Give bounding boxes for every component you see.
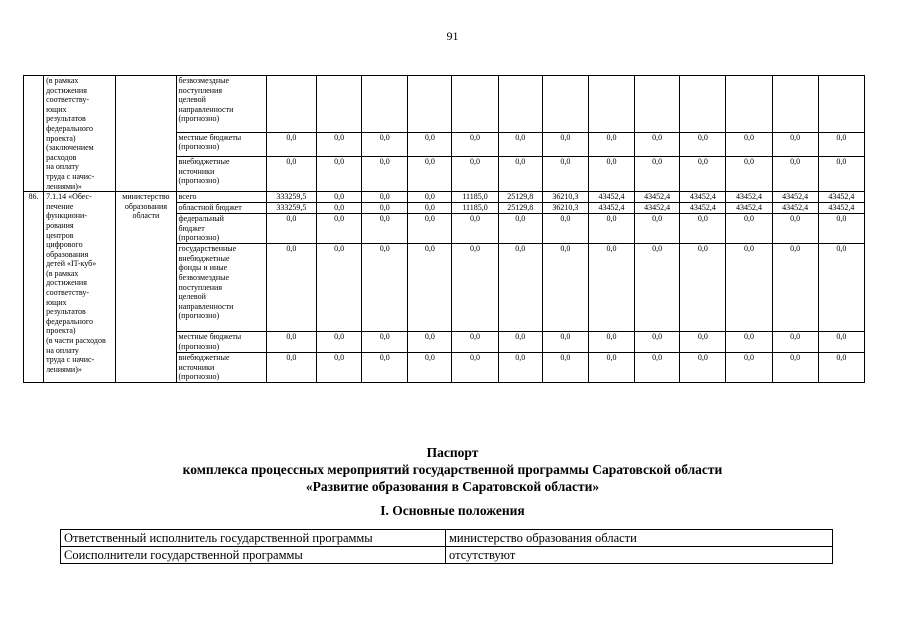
amount-cell [818, 76, 864, 133]
amount-cell: 0,0 [635, 332, 680, 353]
amount-cell: 0,0 [498, 157, 542, 192]
amount-cell: 0,0 [680, 214, 726, 244]
funding-source: внебюджетные источники (прогнозно) [176, 157, 266, 192]
amount-cell: 43452,4 [772, 192, 818, 203]
provision-row [61, 547, 833, 564]
funding-source: местные бюджеты (прогнозно) [176, 132, 266, 156]
amount-cell: 0,0 [588, 132, 634, 156]
amount-cell: 43452,4 [726, 203, 772, 214]
amount-cell: 0,0 [317, 203, 362, 214]
amount-cell [635, 76, 680, 133]
amount-cell: 0,0 [408, 353, 452, 383]
amount-cell: 0,0 [408, 157, 452, 192]
amount-cell: 0,0 [542, 332, 588, 353]
amount-cell: 0,0 [452, 244, 498, 332]
amount-cell: 0,0 [452, 214, 498, 244]
amount-cell: 333259,5 [266, 203, 316, 214]
amount-cell: 0,0 [498, 214, 542, 244]
amount-cell: 0,0 [408, 132, 452, 156]
amount-cell [498, 76, 542, 133]
amount-cell: 0,0 [818, 214, 864, 244]
amount-cell: 0,0 [680, 132, 726, 156]
amount-cell: 0,0 [362, 244, 408, 332]
amount-cell: 0,0 [408, 192, 452, 203]
amount-cell: 0,0 [542, 157, 588, 192]
funding-source: всего [176, 192, 266, 203]
amount-cell: 0,0 [818, 353, 864, 383]
amount-cell: 43452,4 [772, 203, 818, 214]
amount-cell: 0,0 [542, 214, 588, 244]
amount-cell: 0,0 [408, 214, 452, 244]
amount-cell: 0,0 [542, 132, 588, 156]
amount-cell: 0,0 [588, 214, 634, 244]
amount-cell: 25129,8 [498, 203, 542, 214]
amount-cell: 0,0 [266, 214, 316, 244]
executor-name [116, 76, 176, 192]
amount-cell: 0,0 [498, 244, 542, 332]
amount-cell: 0,0 [408, 203, 452, 214]
amount-cell: 0,0 [362, 214, 408, 244]
amount-cell [266, 76, 316, 133]
amount-cell: 0,0 [317, 192, 362, 203]
amount-cell [726, 76, 772, 133]
amount-cell: 0,0 [266, 244, 316, 332]
amount-cell [452, 76, 498, 133]
amount-cell: 0,0 [635, 214, 680, 244]
amount-cell: 0,0 [266, 157, 316, 192]
amount-cell: 0,0 [266, 353, 316, 383]
amount-cell: 0,0 [408, 244, 452, 332]
provision-value: министерство образования области [446, 530, 833, 547]
amount-cell: 0,0 [726, 332, 772, 353]
amount-cell: 0,0 [726, 132, 772, 156]
amount-cell: 11185,0 [452, 203, 498, 214]
amount-cell: 0,0 [635, 157, 680, 192]
passport-title-line-1: Паспорт [426, 445, 479, 460]
amount-cell: 43452,4 [588, 203, 634, 214]
amount-cell: 0,0 [362, 157, 408, 192]
amount-cell: 0,0 [772, 244, 818, 332]
amount-cell: 0,0 [452, 157, 498, 192]
amount-cell: 0,0 [726, 157, 772, 192]
provision-label: Соисполнители государственной программы [61, 547, 446, 564]
amount-cell: 0,0 [772, 132, 818, 156]
passport-title [0, 444, 905, 495]
amount-cell: 0,0 [588, 353, 634, 383]
amount-cell: 0,0 [452, 332, 498, 353]
amount-cell: 0,0 [317, 132, 362, 156]
amount-cell: 0,0 [635, 353, 680, 383]
funding-source: государственные внебюджетные фонды и иные безвозмездные поступления целевой направленности (прогнозно) [176, 244, 266, 332]
amount-cell: 0,0 [542, 353, 588, 383]
funding-source: областной бюджет [176, 203, 266, 214]
amount-cell: 43452,4 [635, 203, 680, 214]
funding-source: федеральный бюджет (прогнозно) [176, 214, 266, 244]
provisions-table [60, 529, 833, 564]
amount-cell: 36210,3 [542, 203, 588, 214]
amount-cell: 0,0 [635, 244, 680, 332]
amount-cell: 43452,4 [818, 192, 864, 203]
amount-cell: 0,0 [680, 244, 726, 332]
amount-cell: 0,0 [680, 332, 726, 353]
amount-cell: 0,0 [726, 244, 772, 332]
amount-cell: 0,0 [680, 353, 726, 383]
amount-cell: 0,0 [452, 353, 498, 383]
amount-cell: 0,0 [818, 332, 864, 353]
amount-cell: 0,0 [772, 214, 818, 244]
amount-cell: 0,0 [772, 157, 818, 192]
amount-cell: 43452,4 [635, 192, 680, 203]
event-name: 7.1.14 «Обес- печение функциони- рования центров цифрового образования детей «IT-куб» (в рамках достижения соответству- ющих результатов федерального проекта) (в части расходов на оплату труда с начис- лениями)» [44, 192, 116, 383]
executor-name: министерство образования области [116, 192, 176, 383]
amount-cell: 0,0 [498, 332, 542, 353]
provision-value: отсутствуют [446, 547, 833, 564]
event-name: (в рамках достижения соответству- ющих результатов федерального проекта) (заключением расходов на оплату труда с начис- лениями)» [44, 76, 116, 192]
amount-cell: 0,0 [726, 214, 772, 244]
row-number [24, 76, 44, 192]
row-number: 86. [24, 192, 44, 383]
amount-cell: 0,0 [588, 332, 634, 353]
amount-cell: 0,0 [498, 353, 542, 383]
amount-cell: 11185,0 [452, 192, 498, 203]
amount-cell: 25129,8 [498, 192, 542, 203]
amount-cell: 0,0 [588, 244, 634, 332]
section-heading: I. Основные положения [380, 503, 525, 518]
amount-cell: 0,0 [818, 157, 864, 192]
amount-cell: 36210,3 [542, 192, 588, 203]
budget-table [23, 75, 865, 383]
passport-title-line-2: комплекса процессных мероприятий государственной программы Саратовской области [182, 462, 723, 477]
funding-source: внебюджетные источники (прогнозно) [176, 353, 266, 383]
passport-title-line-3: «Развитие образования в Саратовской области» [305, 479, 600, 494]
amount-cell [542, 76, 588, 133]
amount-cell: 43452,4 [726, 192, 772, 203]
amount-cell [317, 76, 362, 133]
amount-cell: 43452,4 [588, 192, 634, 203]
amount-cell: 0,0 [317, 244, 362, 332]
provision-row [61, 530, 833, 547]
amount-cell: 0,0 [317, 157, 362, 192]
amount-cell: 0,0 [498, 132, 542, 156]
funding-source: безвозмездные поступления целевой направленности (прогнозно) [176, 76, 266, 133]
amount-cell: 0,0 [317, 353, 362, 383]
amount-cell [588, 76, 634, 133]
amount-cell: 0,0 [818, 244, 864, 332]
amount-cell: 0,0 [362, 192, 408, 203]
table-row [24, 192, 865, 203]
amount-cell: 0,0 [772, 353, 818, 383]
amount-cell: 0,0 [408, 332, 452, 353]
amount-cell: 333259,5 [266, 192, 316, 203]
amount-cell: 43452,4 [680, 192, 726, 203]
table-row [24, 76, 865, 133]
amount-cell: 0,0 [772, 332, 818, 353]
amount-cell: 0,0 [362, 203, 408, 214]
amount-cell: 0,0 [317, 332, 362, 353]
amount-cell: 0,0 [818, 132, 864, 156]
amount-cell: 0,0 [588, 157, 634, 192]
amount-cell: 0,0 [317, 214, 362, 244]
page-number: 91 [446, 29, 459, 43]
amount-cell: 0,0 [362, 332, 408, 353]
amount-cell: 0,0 [452, 132, 498, 156]
amount-cell: 0,0 [726, 353, 772, 383]
amount-cell: 0,0 [266, 332, 316, 353]
amount-cell: 43452,4 [818, 203, 864, 214]
provision-label: Ответственный исполнитель государственной программы [61, 530, 446, 547]
amount-cell [362, 76, 408, 133]
amount-cell [680, 76, 726, 133]
amount-cell: 0,0 [680, 157, 726, 192]
amount-cell: 0,0 [266, 132, 316, 156]
budget-table-body [24, 76, 865, 383]
amount-cell: 0,0 [362, 353, 408, 383]
amount-cell: 43452,4 [680, 203, 726, 214]
amount-cell: 0,0 [362, 132, 408, 156]
funding-source: местные бюджеты (прогнозно) [176, 332, 266, 353]
amount-cell [772, 76, 818, 133]
amount-cell [408, 76, 452, 133]
amount-cell: 0,0 [635, 132, 680, 156]
amount-cell: 0,0 [542, 244, 588, 332]
